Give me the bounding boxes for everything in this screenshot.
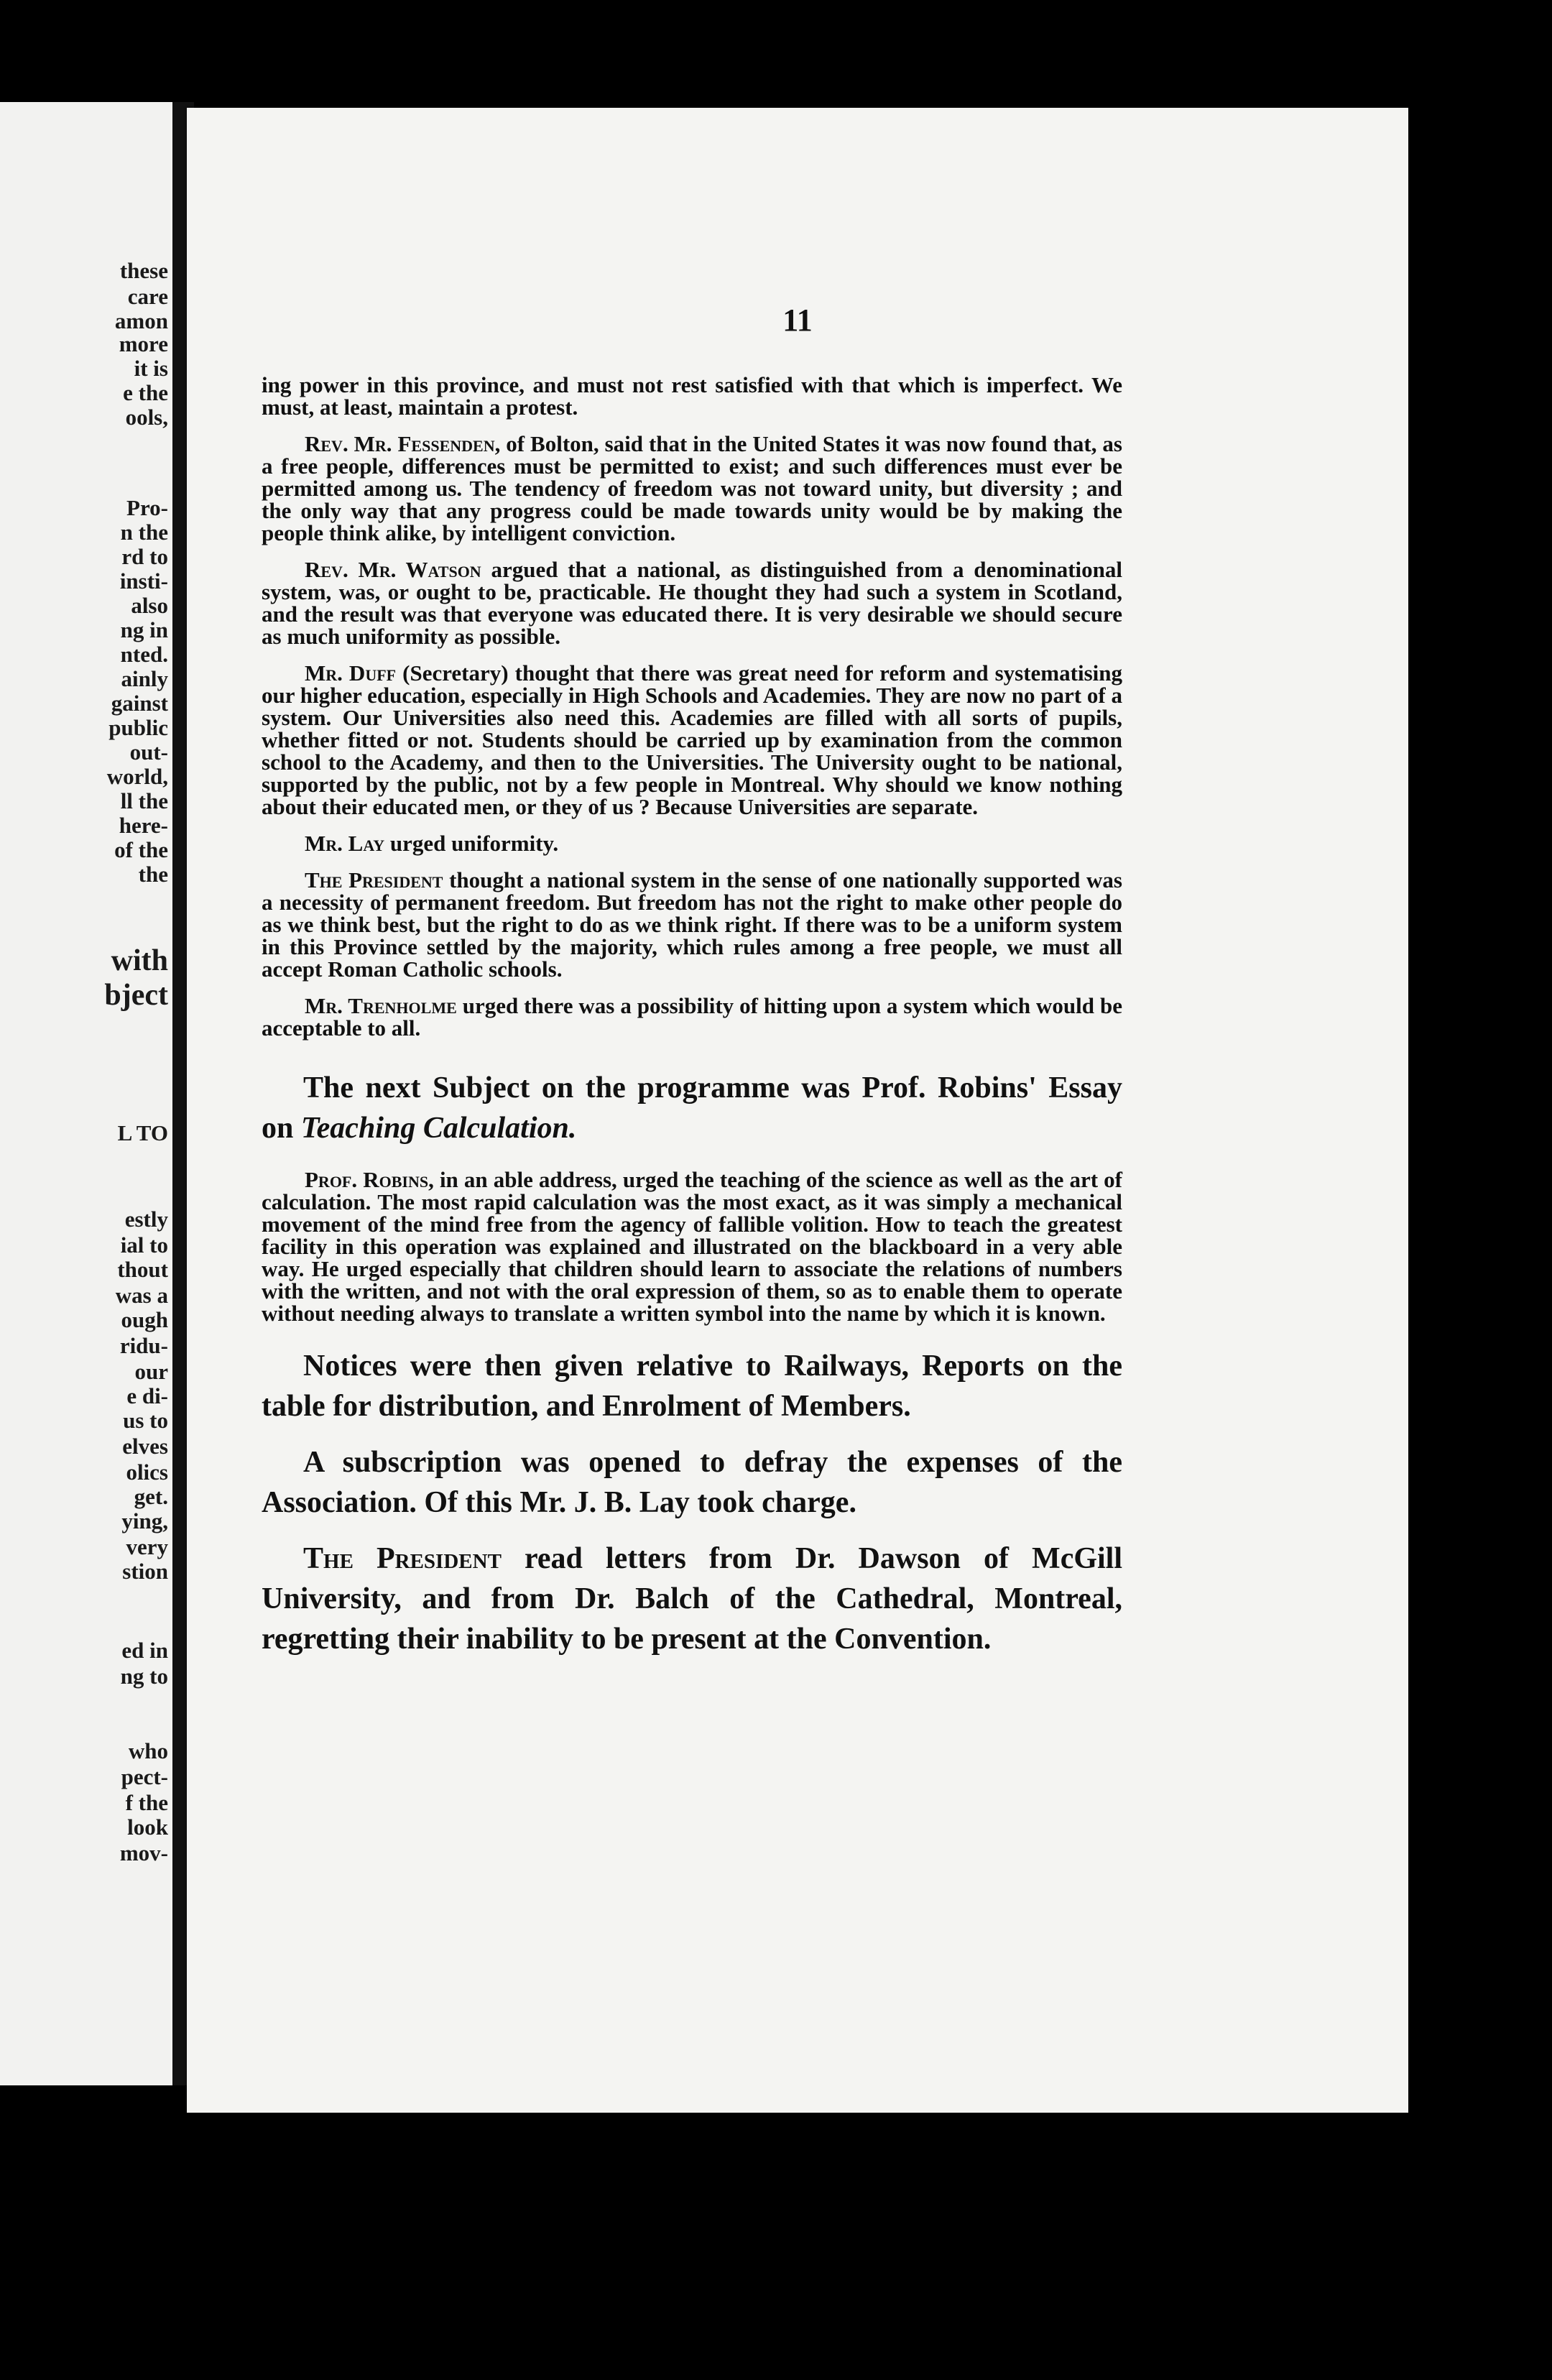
page-number: 11	[782, 303, 813, 338]
left-page-line: thout	[117, 1257, 168, 1282]
left-page-line: ial to	[120, 1232, 168, 1258]
speaker-name: Mr. Trenholme	[305, 993, 457, 1018]
subscription-paragraph: A subscription was opened to defray the expenses of the Association. Of this Mr. J. B. Lay took charge.	[262, 1446, 1122, 1519]
paragraph-fessenden	[262, 433, 1122, 544]
paragraph-watson	[262, 558, 1122, 647]
left-page-line: us to	[123, 1408, 168, 1433]
left-page-line: was a	[115, 1283, 168, 1308]
speaker-name: The President	[305, 867, 443, 892]
paragraph-text: urged uniformity.	[384, 831, 559, 856]
previous-page-fragment	[0, 102, 172, 2085]
left-page-line: it is	[134, 356, 168, 381]
paragraph-lay	[262, 832, 1122, 854]
left-page-line: ll the	[120, 788, 168, 813]
speaker-name: Rev. Mr. Watson	[305, 557, 481, 582]
paragraph-continuation: ing power in this province, and must not rest satisfied with that which is imperfect. We must, at least, maintain a protest.	[262, 372, 1122, 420]
left-page-line: ridu-	[119, 1333, 168, 1358]
left-page-line: ainly	[121, 666, 168, 691]
left-page-line: Pro-	[126, 495, 168, 520]
debate-section	[262, 374, 1122, 1659]
left-page-line: amon	[114, 308, 168, 333]
subject-text: The next Subject on the programme was Prof. Robins' Essay on	[262, 1071, 1122, 1145]
left-page-line: our	[134, 1359, 168, 1384]
left-page-line: these	[119, 258, 168, 283]
left-page-line: nted.	[120, 642, 168, 667]
paragraph-text: in an able address, urged the teaching of the science as well as the art of calculation. The most rapid calculation was the most exact, as it was simply a mechanical movement of the mind free from the agency of fallible volition. How to teach the greatest facility in this operation was explained and illustrated on the blackboard in a very able way. He urged especially that children should learn to associate the relations of numbers with the written, and not with the oral expression of them, so as to enable them to operate without needing always to translate a written symbol into the name by which it is known.	[262, 1167, 1123, 1326]
left-page-line: ying,	[121, 1508, 168, 1533]
letters-paragraph	[262, 1539, 1122, 1659]
left-page-line: L TO	[117, 1120, 168, 1145]
left-page-line: e the	[123, 380, 168, 405]
left-page-line: elves	[122, 1434, 168, 1459]
left-page-line: also	[131, 593, 168, 618]
left-page-line: world,	[106, 764, 168, 789]
left-page-line: ng to	[120, 1664, 168, 1689]
speaker-name: Mr. Lay	[305, 831, 385, 856]
left-page-line: look	[127, 1814, 168, 1840]
paragraph-robins	[262, 1168, 1122, 1324]
left-page-line: gainst	[111, 691, 168, 716]
left-page-line: get.	[134, 1484, 168, 1509]
left-page-line: public	[108, 715, 168, 740]
left-page-line: here-	[119, 813, 168, 838]
paragraph-text: thought a national system in the sense of one nationally supported was a necessity of permanent freedom. But freedom has not the right to make other people do as we think best, but the right to do as we think right. If there was to be a uniform system in this Province settled by the majority, which rules among a free people, we must all accept Roman Catholic schools.	[262, 867, 1122, 982]
subject-title: Teaching Calculation.	[300, 1112, 577, 1145]
left-page-line: pect-	[121, 1764, 168, 1789]
paragraph-duff	[262, 662, 1122, 818]
left-page-line: bject	[104, 979, 168, 1012]
left-page-line: insti-	[119, 568, 168, 594]
left-page-line: e di-	[126, 1383, 168, 1408]
paragraph-text: of Bolton, said that in the United States it was now found that, as a free people, differences must be permitted to exist; and such differences must ever be permitted among us. The tendency of freedom was not toward unity, but diversity ; and the only way that any progress could be made towards unity would be by making the people think alike, by intelligent conviction.	[262, 431, 1122, 545]
speaker-name: Prof. Robins,	[305, 1167, 434, 1192]
left-page-line: who	[128, 1738, 168, 1763]
left-page-line: ed in	[121, 1638, 168, 1663]
notices-paragraph: Notices were then given relative to Railways, Reports on the table for distribution, and Enrolment of Members.	[262, 1350, 1122, 1423]
paragraph-text: (Secretary) thought that there was great need for reform and systematising our higher education, especially in High Schools and Academies. They are now no part of a system. Our Universities also need this. Academies are filled with all sorts of pupils, whether fitted or not. Students should be carried up by examination from the common school to the Academy, and then to the Universities. The University ought to be national, supported by the public, not by a few people in Montreal. Why should we know nothing about their educated men, or they of us ? Because Universities are separate.	[262, 660, 1122, 819]
left-page-line: ng in	[120, 617, 168, 642]
left-page-line: ools,	[125, 405, 168, 430]
left-page-line: n the	[120, 520, 168, 545]
paragraph-trenholme	[262, 995, 1122, 1039]
left-page-line: f the	[125, 1790, 168, 1815]
left-page-line: olics	[126, 1459, 168, 1485]
left-page-line: out-	[129, 739, 168, 765]
subject-announcement	[262, 1068, 1122, 1148]
left-page-line: the	[138, 862, 168, 887]
paragraph-text: read letters from Dr. Dawson of McGill University, and from Dr. Balch of the Cathedral, Montreal, regretting their inability to be present at the Convention.	[262, 1542, 1123, 1656]
paragraph-text: urged there was a possibility of hitting upon a system which would be acceptable to all.	[262, 993, 1122, 1041]
left-page-line: more	[119, 331, 168, 356]
left-page-line: rd to	[121, 544, 168, 569]
paragraph-president	[262, 869, 1122, 980]
left-page-line: care	[127, 284, 168, 309]
speaker-name: Rev. Mr. Fessenden,	[305, 431, 501, 456]
speaker-name: Mr. Duff	[305, 660, 397, 686]
document-page	[187, 108, 1408, 2113]
speaker-name: The President	[303, 1542, 502, 1575]
left-page-line: very	[126, 1534, 168, 1559]
paragraph-text: argued that a national, as distinguished from a denominational system, was, or ought to be, practicable. He thought they had such a system in Scotland, and the result was that everyone was educated there. It is very desirable we should secure as much uniformity as possible.	[262, 557, 1122, 649]
left-page-line: estly	[124, 1207, 168, 1232]
left-page-line: of the	[114, 837, 168, 862]
left-page-line: ough	[121, 1307, 168, 1332]
left-page-line: with	[111, 944, 168, 977]
left-page-line: stion	[122, 1559, 168, 1584]
left-page-line: mov-	[119, 1840, 168, 1865]
